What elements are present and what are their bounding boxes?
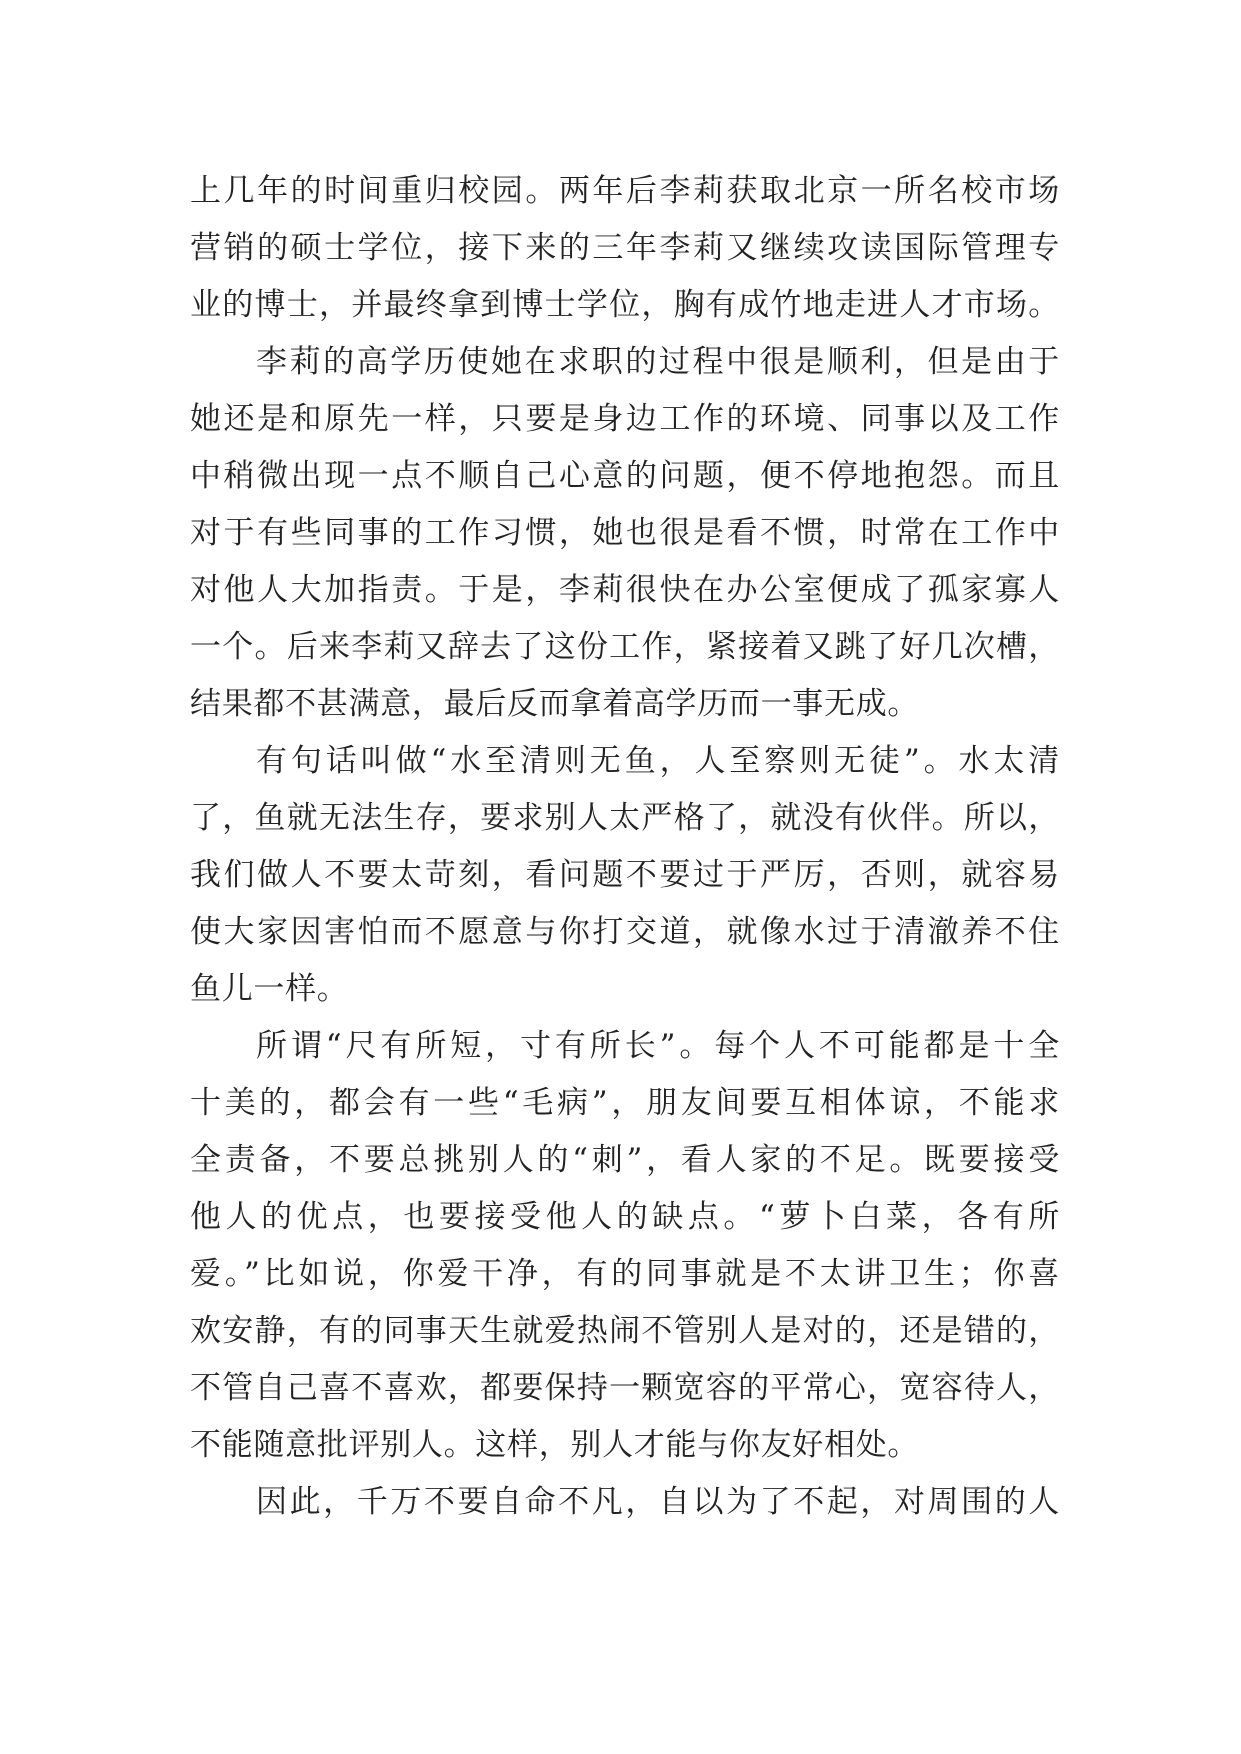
text-line: 不管自己喜不喜欢，都要保持一颗宽容的平常心，宽容待人， bbox=[190, 1370, 1060, 1406]
text-line: 营销的硕士学位，接下来的三年李莉又继续攻读国际管理专 bbox=[190, 230, 1060, 266]
text-line: 中稍微出现一点不顺自己心意的问题，便不停地抱怨。而且 bbox=[190, 458, 1060, 494]
text-line: 我们做人不要太苛刻，看问题不要过于严厉，否则，就容易 bbox=[190, 857, 1060, 893]
text-line: 爱。”比如说，你爱干净，有的同事就是不太讲卫生；你喜 bbox=[190, 1256, 1060, 1292]
body-text bbox=[190, 163, 1060, 1531]
text-line: 一个。后来李莉又辞去了这份工作，紧接着又跳了好几次槽， bbox=[190, 629, 1060, 665]
paragraph-first-line: 所谓“尺有所短，寸有所长”。每个人不可能都是十全 bbox=[256, 1028, 1060, 1064]
text-line: 了，鱼就无法生存，要求别人太严格了，就没有伙伴。所以， bbox=[190, 800, 1060, 836]
text-line: 他人的优点，也要接受他人的缺点。“萝卜白菜，各有所 bbox=[190, 1199, 1060, 1235]
text-line: 使大家因害怕而不愿意与你打交道，就像水过于清澈养不住 bbox=[190, 914, 1060, 950]
paragraph-last-line: 结果都不甚满意，最后反而拿着高学历而一事无成。 bbox=[190, 686, 920, 722]
text-line: 十美的，都会有一些“毛病”，朋友间要互相体谅，不能求 bbox=[190, 1085, 1060, 1121]
text-line: 全责备，不要总挑别人的“刺”，看人家的不足。既要接受 bbox=[190, 1142, 1060, 1178]
paragraph-first-line: 李莉的高学历使她在求职的过程中很是顺利，但是由于 bbox=[256, 344, 1060, 380]
text-line: 她还是和原先一样，只要是身边工作的环境、同事以及工作 bbox=[190, 401, 1060, 437]
paragraph-last-line: 不能随意批评别人。这样，别人才能与你友好相处。 bbox=[190, 1427, 920, 1463]
paragraph-first-line: 有句话叫做“水至清则无鱼，人至察则无徒”。水太清 bbox=[256, 743, 1060, 779]
paragraph-first-line: 因此，千万不要自命不凡，自以为了不起，对周围的人 bbox=[256, 1484, 1060, 1520]
text-line: 对于有些同事的工作习惯，她也很是看不惯，时常在工作中 bbox=[190, 515, 1060, 551]
text-line: 上几年的时间重归校园。两年后李莉获取北京一所名校市场 bbox=[190, 173, 1060, 209]
text-line: 欢安静，有的同事天生就爱热闹不管别人是对的，还是错的， bbox=[190, 1313, 1060, 1349]
paragraph-last-line: 鱼儿一样。 bbox=[190, 971, 349, 1007]
text-line: 对他人大加指责。于是，李莉很快在办公室便成了孤家寡人 bbox=[190, 572, 1060, 608]
text-line: 业的博士，并最终拿到博士学位，胸有成竹地走进人才市场。 bbox=[190, 287, 1060, 323]
